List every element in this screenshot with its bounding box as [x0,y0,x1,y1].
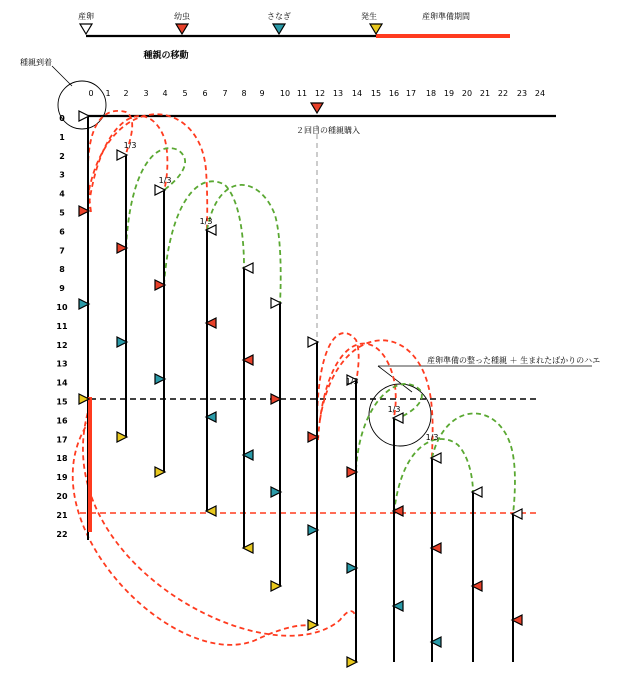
fraction-label-4: 1/3 [345,377,359,386]
x-tick-labels [88,89,545,98]
y-tick-15: 15 [56,397,68,407]
y-tick-17: 17 [56,435,68,445]
x-tick-19: 19 [443,89,455,98]
y-tick-3: 3 [59,170,65,180]
stage-markers [79,103,522,667]
transfer-arc-5 [164,181,244,285]
diagram-title: 種親の移動 [143,51,189,61]
y-tick-22: 22 [56,529,68,539]
x-tick-21: 21 [479,89,491,98]
y-tick-6: 6 [59,227,65,237]
x-tick-1: 1 [105,89,111,98]
arrival-label: 種親到着 [20,58,52,67]
merge-note: 産卵準備の整った種親 ＋ 生まれたばかりのハエ [427,356,601,365]
y-tick-19: 19 [56,473,68,483]
x-tick-11: 11 [296,89,308,98]
y-tick-5: 5 [59,208,65,218]
transfer-arcs [73,111,515,645]
fraction-label-1: 1/3 [123,141,137,150]
x-tick-9: 9 [259,89,265,98]
x-tick-22: 22 [497,89,509,98]
y-tick-labels [56,114,68,539]
legend-label-egg: 産卵 [78,12,94,21]
y-tick-13: 13 [56,359,68,369]
y-tick-4: 4 [59,189,65,199]
x-tick-3: 3 [143,89,149,98]
x-tick-14: 14 [351,89,363,98]
arrival-leader-line [52,66,72,86]
emerge-legend-marker [370,24,382,34]
larva-legend-marker [176,24,188,34]
second-purchase-label: ２回目の種親購入 [296,126,360,135]
y-tick-16: 16 [56,416,68,426]
y-tick-10: 10 [56,303,68,312]
x-tick-5: 5 [182,89,188,98]
legend [78,11,510,36]
fraction-label-5: 1/3 [387,405,401,414]
fraction-label-2: 1/3 [158,176,172,185]
y-tick-20: 20 [56,492,68,501]
y-tick-12: 12 [56,340,68,350]
transfer-arc-7 [317,333,359,440]
transfer-arc-10 [356,384,422,470]
x-tick-17: 17 [405,89,417,98]
transfer-arc-14 [83,405,356,636]
y-tick-11: 11 [56,321,68,331]
x-tick-4: 4 [162,89,168,98]
y-tick-21: 21 [56,510,68,520]
transfer-arc-2 [88,116,167,212]
x-tick-8: 8 [241,89,247,98]
transfer-arc-4 [126,148,185,248]
y-tick-18: 18 [56,454,68,464]
y-tick-2: 2 [59,151,65,161]
legend-label-larva: 幼虫 [174,12,190,21]
larva-marker-43 [311,103,323,113]
x-tick-12: 12 [314,89,326,98]
x-tick-6: 6 [202,89,208,98]
x-tick-0: 0 [88,89,94,98]
y-tick-14: 14 [56,378,68,388]
x-tick-20: 20 [461,89,473,98]
pupa-legend-marker [273,24,285,34]
x-tick-15: 15 [370,89,382,98]
legend-label-pupa: さなぎ [267,12,291,21]
x-tick-16: 16 [388,89,400,98]
y-tick-8: 8 [59,265,65,275]
x-tick-2: 2 [123,89,129,98]
x-tick-23: 23 [516,89,528,98]
y-tick-7: 7 [59,246,65,256]
y-tick-0: 0 [59,114,65,123]
fraction-label-3: 1/3 [199,217,213,226]
x-tick-10: 10 [279,89,291,98]
egg-legend-marker [80,24,92,34]
transfer-arc-3 [89,114,207,230]
x-tick-7: 7 [222,89,228,98]
legend-label-emerge: 発生 [361,12,377,21]
y-tick-9: 9 [59,284,65,294]
fraction-label-6: 1/3 [425,433,439,442]
x-tick-13: 13 [332,89,344,98]
arrival-circle [58,81,106,129]
legend-label-period: 産卵準備期間 [422,12,470,21]
x-tick-18: 18 [425,89,437,98]
transfer-arc-11 [394,439,473,513]
x-tick-24: 24 [534,89,546,98]
y-tick-1: 1 [59,132,65,142]
